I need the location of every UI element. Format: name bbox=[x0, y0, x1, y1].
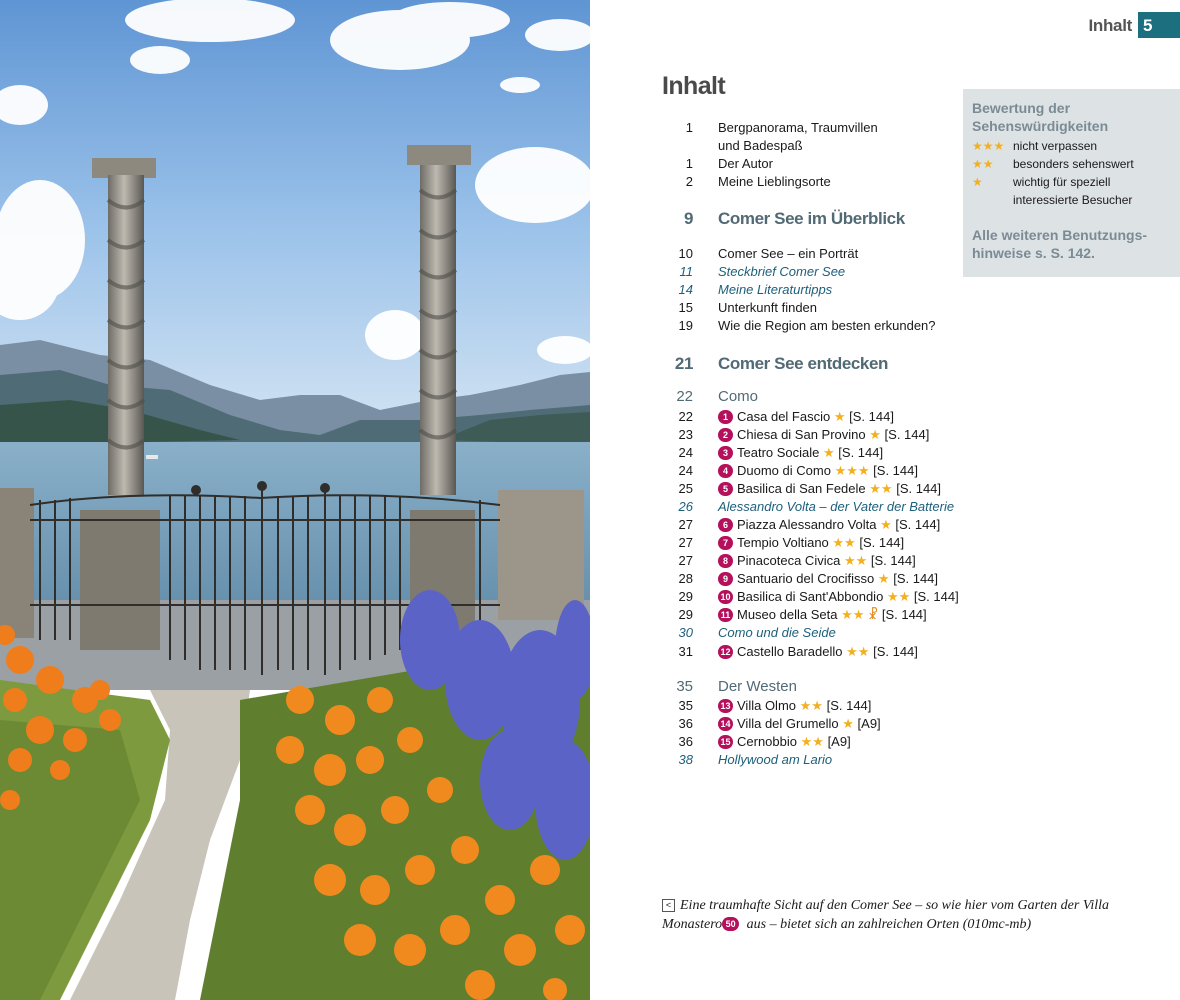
toc-entry-body bbox=[718, 480, 941, 498]
sight-number-badge: 1 bbox=[718, 410, 733, 424]
toc-page-number: 24 bbox=[678, 463, 693, 478]
map-reference: [S. 144] bbox=[859, 535, 905, 550]
toc-entry-body bbox=[718, 588, 959, 606]
sight-number-badge: 3 bbox=[718, 446, 733, 460]
map-reference: [S. 144] bbox=[870, 553, 916, 568]
toc-entry[interactable] bbox=[662, 245, 962, 263]
toc-page-number: 1 bbox=[685, 156, 693, 171]
toc-page-number: 23 bbox=[678, 427, 693, 442]
toc-entry[interactable] bbox=[662, 444, 962, 462]
rating-stars: ★ bbox=[869, 427, 881, 442]
toc-entry-body bbox=[718, 462, 918, 480]
legend-label: besonders sehenswert bbox=[1013, 157, 1134, 171]
toc-entry-label: Basilica di Sant'Abbondio bbox=[737, 589, 884, 604]
rating-legend-box bbox=[963, 89, 1180, 277]
toc-entry[interactable] bbox=[662, 480, 962, 498]
toc-entry[interactable] bbox=[662, 624, 962, 642]
sight-number-badge: 13 bbox=[718, 699, 733, 713]
toc-entry-label: Meine Literaturtipps bbox=[718, 282, 833, 297]
toc-page-number: 35 bbox=[676, 678, 693, 695]
toc-entry-body bbox=[718, 317, 936, 335]
caption-text-end: aus – bietet sich an zahlreichen Orten (010mc-mb) bbox=[743, 917, 1032, 932]
toc-chapter-heading[interactable] bbox=[662, 678, 962, 696]
map-reference: [S. 144] bbox=[881, 607, 927, 622]
legend-usage-note: Alle weiteren Benutzungs- hinweise s. S. 142. bbox=[972, 227, 1148, 261]
toc-entry-body bbox=[718, 408, 894, 426]
caption-text: Eine traumhafte Sicht auf den Comer See – so wie hier vom Garten der Villa Monastero bbox=[662, 898, 1110, 932]
toc-page-number: 27 bbox=[678, 535, 693, 550]
toc-entry[interactable] bbox=[662, 281, 962, 299]
toc-entry-body bbox=[718, 299, 817, 317]
toc-entry[interactable] bbox=[662, 534, 962, 552]
toc-entry-label: Casa del Fascio bbox=[737, 409, 831, 424]
toc-entry[interactable] bbox=[662, 733, 962, 751]
toc-entry-body bbox=[718, 119, 878, 137]
toc-entry-label: Meine Lieblingsorte bbox=[718, 174, 831, 189]
toc-section-heading[interactable] bbox=[662, 355, 962, 373]
running-header-title: Inhalt bbox=[1088, 16, 1132, 35]
map-reference: [S. 144] bbox=[873, 463, 918, 478]
toc-entry[interactable] bbox=[662, 299, 962, 317]
sight-number-badge: 14 bbox=[718, 717, 733, 731]
left-arrow-icon: < bbox=[662, 899, 675, 912]
rating-stars: ★★ bbox=[832, 535, 856, 550]
toc-page-number: 38 bbox=[678, 752, 693, 767]
toc-entry[interactable] bbox=[662, 588, 962, 606]
map-reference: [S. 144] bbox=[913, 589, 959, 604]
toc-entry-label: Alessandro Volta – der Vater der Batterie bbox=[718, 499, 955, 514]
rating-stars: ★★★ bbox=[834, 463, 870, 478]
map-reference: [S. 144] bbox=[826, 698, 872, 713]
toc-entry-label: Basilica di San Fedele bbox=[737, 481, 866, 496]
toc-entry-label: Villa del Grumello bbox=[737, 716, 839, 731]
rating-stars: ★★ bbox=[841, 607, 865, 622]
toc-entry-body bbox=[718, 245, 858, 263]
map-reference: [S. 144] bbox=[896, 481, 942, 496]
sight-number-badge: 50 bbox=[722, 917, 739, 931]
toc-page-number: 27 bbox=[678, 553, 693, 568]
map-reference: [S. 144] bbox=[895, 517, 941, 532]
toc-chapter-heading[interactable] bbox=[662, 388, 962, 406]
toc-page-number: 35 bbox=[678, 698, 693, 713]
sight-number-badge: 6 bbox=[718, 518, 733, 532]
toc-entry-label: Wie die Region am besten erkunden? bbox=[718, 318, 936, 333]
toc-entry-body bbox=[718, 210, 905, 228]
sight-number-badge: 11 bbox=[718, 608, 733, 622]
toc-entry-body bbox=[718, 281, 832, 299]
kids-icon: ☧ bbox=[868, 607, 879, 622]
legend-stars: ★★★ bbox=[972, 139, 1005, 153]
toc-entry[interactable] bbox=[662, 137, 962, 155]
rating-stars: ★ bbox=[842, 716, 854, 731]
toc-entry-label: Chiesa di San Provino bbox=[737, 427, 866, 442]
toc-page-number: 26 bbox=[678, 499, 693, 514]
sight-number-badge: 4 bbox=[718, 464, 733, 478]
map-reference: [A9] bbox=[827, 734, 851, 749]
toc-page-number: 22 bbox=[676, 388, 693, 405]
legend-title: Bewertung der Sehenswürdigkeiten bbox=[972, 100, 1109, 134]
toc-entry-body bbox=[718, 498, 954, 516]
toc-entry-body bbox=[718, 733, 851, 751]
toc-entry-label: Unterkunft finden bbox=[718, 300, 818, 315]
rating-stars: ★ bbox=[877, 571, 890, 586]
toc-entry[interactable] bbox=[662, 119, 962, 137]
toc-title: Inhalt bbox=[662, 72, 726, 100]
rating-stars: ★★ bbox=[799, 698, 823, 713]
toc-entry-body bbox=[718, 426, 929, 444]
map-reference: [S. 144] bbox=[873, 644, 918, 659]
toc-entry[interactable] bbox=[662, 498, 962, 516]
toc-entry-label: Villa Olmo bbox=[737, 698, 797, 713]
toc-page-number: 1 bbox=[685, 120, 693, 135]
toc-entry-body bbox=[718, 570, 938, 588]
toc-entry-label: Comer See – ein Porträt bbox=[718, 246, 859, 261]
toc-entry-body bbox=[718, 155, 773, 173]
toc-entry-body bbox=[718, 678, 797, 696]
sight-number-badge: 9 bbox=[718, 572, 733, 586]
toc-page-number: 36 bbox=[678, 716, 693, 731]
toc-entry-label: und Badespaß bbox=[718, 138, 803, 153]
toc-entry[interactable] bbox=[662, 462, 962, 480]
toc-entry[interactable] bbox=[662, 570, 962, 588]
map-reference: [S. 144] bbox=[838, 445, 884, 460]
toc-page-number: 36 bbox=[678, 734, 693, 749]
rating-stars: ★★ bbox=[886, 589, 911, 604]
toc-entry-label: Hollywood am Lario bbox=[718, 752, 833, 767]
toc-entry[interactable] bbox=[662, 426, 962, 444]
toc-entry-label: Castello Baradello bbox=[737, 644, 843, 659]
map-reference: [S. 144] bbox=[849, 409, 894, 424]
toc-page-number: 10 bbox=[678, 246, 693, 261]
rating-stars: ★★ bbox=[846, 644, 870, 659]
toc-entry-body bbox=[718, 552, 916, 570]
legend-label: wichtig für speziell bbox=[1013, 175, 1111, 189]
toc-entry-label: Comer See im Überblick bbox=[718, 209, 905, 228]
toc-entry-label: Santuario del Crocifisso bbox=[737, 571, 875, 586]
toc-entry-body bbox=[718, 606, 927, 624]
sight-number-badge: 8 bbox=[718, 554, 733, 568]
map-reference: [S. 144] bbox=[884, 427, 930, 442]
toc-entry[interactable] bbox=[662, 408, 962, 426]
toc-page-number: 30 bbox=[678, 625, 693, 640]
toc-entry-body bbox=[718, 534, 904, 552]
toc-page-number: 2 bbox=[685, 174, 693, 189]
sight-number-badge: 2 bbox=[718, 428, 733, 442]
toc-entry-label: Pinacoteca Civica bbox=[737, 553, 841, 568]
toc-page-number: 28 bbox=[678, 571, 693, 586]
toc-page-number: 21 bbox=[674, 354, 693, 373]
sight-number-badge: 15 bbox=[718, 735, 733, 749]
photo-caption bbox=[662, 896, 1132, 934]
toc-page-number: 29 bbox=[678, 589, 693, 604]
toc-entry-body bbox=[718, 643, 918, 661]
rating-stars: ★ bbox=[823, 445, 835, 460]
toc-entry[interactable] bbox=[662, 552, 962, 570]
running-header bbox=[1088, 12, 1180, 38]
legend-stars: ★ bbox=[972, 175, 983, 189]
toc-entry-label: Duomo di Como bbox=[737, 463, 831, 478]
toc-entry[interactable] bbox=[662, 173, 962, 191]
toc-entry-label: Museo della Seta bbox=[737, 607, 838, 622]
toc-entry-body bbox=[718, 355, 888, 373]
toc-entry-body bbox=[718, 444, 883, 462]
toc-entry[interactable] bbox=[662, 516, 962, 534]
sight-number-badge: 7 bbox=[718, 536, 733, 550]
rating-stars: ★★ bbox=[869, 481, 893, 496]
toc-entry-label: Der Autor bbox=[718, 156, 773, 171]
toc-entry-body bbox=[718, 697, 871, 715]
rating-stars: ★ bbox=[833, 409, 846, 424]
toc-entry-body bbox=[718, 263, 845, 281]
rating-stars: ★ bbox=[880, 517, 892, 532]
sight-number-badge: 12 bbox=[718, 645, 733, 659]
toc-page-number: 15 bbox=[678, 300, 693, 315]
toc-page-number: 9 bbox=[683, 209, 693, 228]
sight-number-badge: 5 bbox=[718, 482, 733, 496]
toc-page-number: 27 bbox=[678, 517, 693, 532]
toc-entry[interactable] bbox=[662, 643, 962, 661]
toc-entry[interactable] bbox=[662, 697, 962, 715]
sight-number-badge: 10 bbox=[718, 590, 733, 604]
rating-stars: ★★ bbox=[843, 553, 868, 568]
toc-entry-body bbox=[718, 516, 940, 534]
toc-page-number: 14 bbox=[678, 282, 693, 297]
toc-entry[interactable] bbox=[662, 155, 962, 173]
toc-entry-body bbox=[718, 751, 832, 769]
toc-entry-label: Como und die Seide bbox=[718, 625, 836, 640]
toc-entry-body bbox=[718, 624, 836, 642]
toc-entry[interactable] bbox=[662, 263, 962, 281]
page-number: 5 bbox=[1138, 12, 1180, 38]
toc-section-heading[interactable] bbox=[662, 210, 962, 228]
toc-page-number: 24 bbox=[678, 445, 693, 460]
toc-page-number: 22 bbox=[678, 409, 693, 424]
toc-page-number: 11 bbox=[679, 264, 693, 279]
legend-label: nicht verpassen bbox=[1013, 139, 1098, 153]
toc-entry[interactable] bbox=[662, 751, 962, 769]
toc-entry-label: Tempio Voltiano bbox=[737, 535, 829, 550]
toc-entry-body bbox=[718, 715, 881, 733]
toc-entry-label: Steckbrief Comer See bbox=[718, 264, 846, 279]
toc-page-number: 19 bbox=[678, 318, 693, 333]
toc-page-number: 29 bbox=[678, 607, 693, 622]
toc-entry-label: Bergpanorama, Traumvillen bbox=[718, 120, 878, 135]
map-reference: [S. 144] bbox=[893, 571, 939, 586]
toc-page-number: 31 bbox=[678, 644, 693, 659]
toc-entry-body bbox=[718, 137, 803, 155]
toc-entry[interactable] bbox=[662, 715, 962, 733]
toc-entry-label: Piazza Alessandro Volta bbox=[737, 517, 877, 532]
toc-entry-body bbox=[718, 173, 831, 191]
toc-entry[interactable] bbox=[662, 317, 962, 335]
legend-label: interessierte Besucher bbox=[1013, 193, 1133, 207]
legend-stars: ★★ bbox=[972, 157, 994, 171]
toc-page-number: 25 bbox=[678, 481, 693, 496]
toc-entry-label: Como bbox=[718, 388, 759, 405]
toc-entry-body bbox=[718, 388, 758, 406]
toc-entry-label: Der Westen bbox=[718, 678, 797, 695]
toc-entry[interactable] bbox=[662, 606, 962, 624]
toc-entry-label: Teatro Sociale bbox=[737, 445, 820, 460]
rating-stars: ★★ bbox=[800, 734, 824, 749]
map-reference: [A9] bbox=[857, 716, 881, 731]
toc-entry-label: Cernobbio bbox=[737, 734, 797, 749]
toc-entry-label: Comer See entdecken bbox=[718, 354, 889, 373]
